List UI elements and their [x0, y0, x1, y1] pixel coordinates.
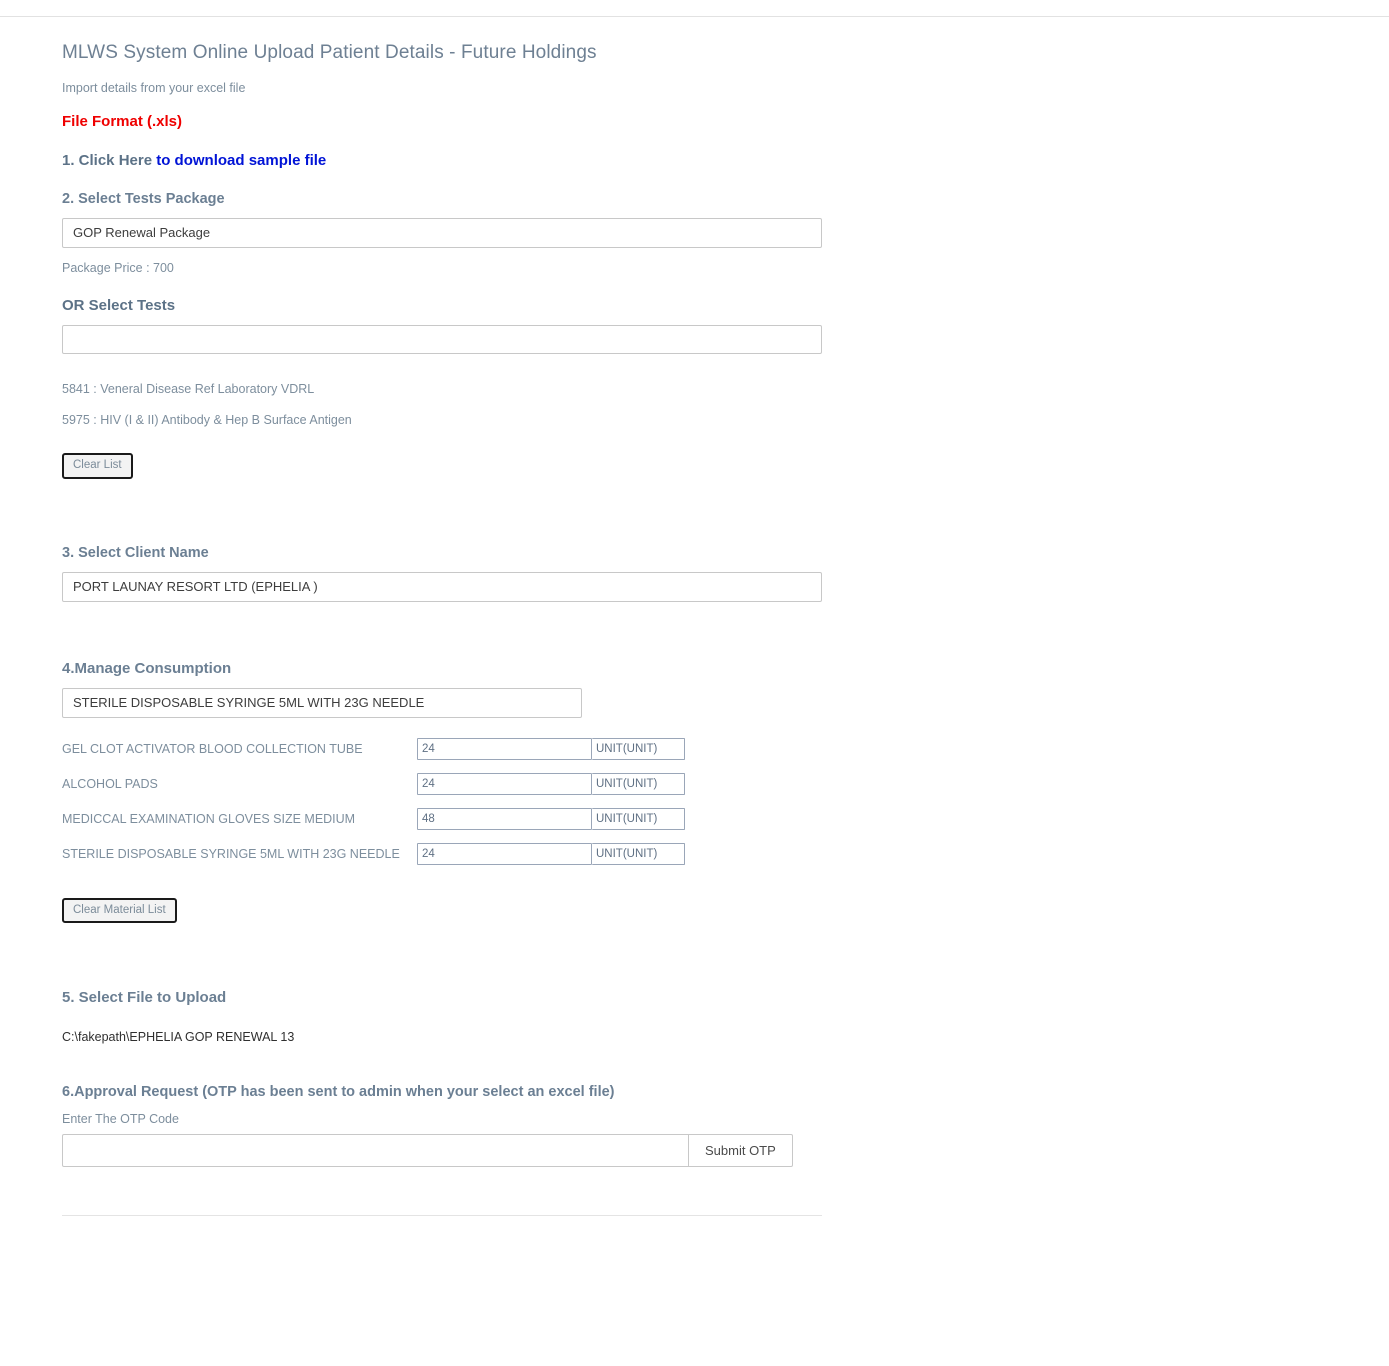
material-unit-input[interactable]: UNIT(UNIT) — [592, 738, 685, 760]
upload-form-page — [62, 30, 1062, 1216]
otp-label: Enter The OTP Code — [62, 1112, 179, 1127]
material-qty-input[interactable]: 24 — [417, 843, 592, 865]
clear-material-list-button[interactable]: Clear Material List — [62, 898, 177, 924]
selected-tests-list — [62, 382, 1062, 427]
materials-table — [62, 732, 1062, 872]
table-row — [62, 767, 1062, 802]
download-sample-file-link[interactable]: to download sample file — [156, 152, 327, 169]
step4-heading: 4.Manage Consumption — [62, 659, 232, 677]
bottom-divider — [62, 1215, 822, 1216]
material-unit-input[interactable]: UNIT(UNIT) — [592, 843, 685, 865]
table-row — [62, 732, 1062, 767]
otp-input[interactable] — [62, 1134, 689, 1167]
otp-row — [62, 1134, 1062, 1167]
tests-package-select[interactable]: GOP Renewal Package — [62, 218, 822, 248]
page-title: MLWS System Online Upload Patient Details - Future Holdings — [62, 42, 597, 63]
table-row — [62, 837, 1062, 872]
file-format-note: File Format (.xls) — [62, 113, 183, 130]
step5-heading: 5. Select File to Upload — [62, 989, 227, 1007]
step3-heading: 3. Select Client Name — [62, 544, 209, 561]
step1-prefix: 1. Click Here — [62, 152, 153, 169]
submit-otp-button[interactable]: Submit OTP — [689, 1134, 793, 1167]
table-row — [62, 802, 1062, 837]
material-name: GEL CLOT ACTIVATOR BLOOD COLLECTION TUBE — [62, 742, 363, 757]
material-name: ALCOHOL PADS — [62, 777, 158, 792]
material-select[interactable]: STERILE DISPOSABLE SYRINGE 5ML WITH 23G NEEDLE — [62, 688, 582, 718]
material-name: MEDICCAL EXAMINATION GLOVES SIZE MEDIUM — [62, 812, 356, 827]
list-item: 5975 : HIV (I & II) Antibody & Hep B Surface Antigen — [62, 413, 352, 427]
material-qty-input[interactable]: 24 — [417, 773, 592, 795]
material-unit-input[interactable]: UNIT(UNIT) — [592, 808, 685, 830]
client-name-select[interactable]: PORT LAUNAY RESORT LTD (EPHELIA ) — [62, 572, 822, 602]
top-divider — [0, 16, 1389, 17]
material-unit-input[interactable]: UNIT(UNIT) — [592, 773, 685, 795]
step2-heading: 2. Select Tests Package — [62, 191, 225, 207]
material-qty-input[interactable]: 24 — [417, 738, 592, 760]
or-select-tests-heading: OR Select Tests — [62, 297, 176, 314]
step1-download-sample — [62, 152, 1062, 169]
clear-list-button[interactable]: Clear List — [62, 453, 133, 479]
selected-file-path: C:\fakepath\EPHELIA GOP RENEWAL 13 — [62, 1030, 295, 1045]
list-item: 5841 : Veneral Disease Ref Laboratory VDRL — [62, 382, 315, 396]
material-qty-input[interactable]: 48 — [417, 808, 592, 830]
material-name: STERILE DISPOSABLE SYRINGE 5ML WITH 23G NEEDLE — [62, 847, 400, 862]
step6-heading: 6.Approval Request (OTP has been sent to admin when your select an excel file) — [62, 1084, 615, 1101]
page-subtitle: Import details from your excel file — [62, 81, 246, 95]
package-price-label: Package Price : 700 — [62, 261, 174, 275]
tests-select[interactable] — [62, 325, 822, 354]
